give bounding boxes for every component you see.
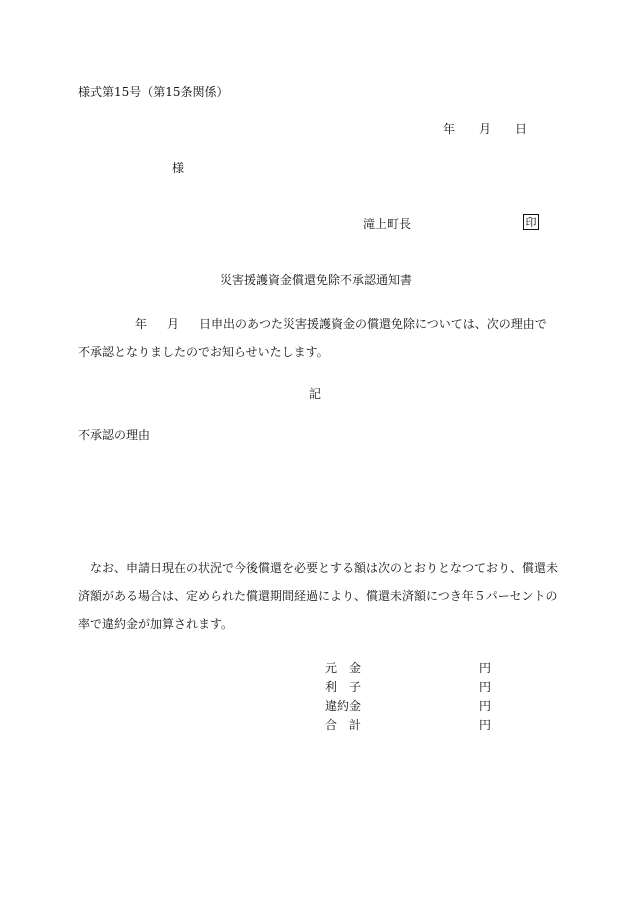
date-month: 月 <box>479 122 492 136</box>
amount-label-principal: 元 金 <box>325 661 362 675</box>
body-line-2: 不承認となりましたのでお知らせいたします。 <box>78 345 329 359</box>
issuer-title: 滝上町長 <box>363 217 412 231</box>
seal-mark: 印 <box>523 214 539 230</box>
amount-label-interest: 利 子 <box>325 680 362 694</box>
amount-label-penalty: 違約金 <box>325 699 362 713</box>
amount-label-total: 合 計 <box>325 718 362 732</box>
body-line-1 <box>135 318 547 330</box>
amount-unit-total: 円 <box>479 718 492 732</box>
amount-unit-penalty: 円 <box>479 699 492 713</box>
date-day: 日 <box>515 122 528 136</box>
body-line1-rest: 日申出のあつた災害援護資金の償還免除については、次の理由で <box>199 317 547 331</box>
amount-unit-principal: 円 <box>479 661 492 675</box>
amount-unit-interest: 円 <box>479 680 492 694</box>
date-line <box>443 123 527 135</box>
note-line-2: 済額がある場合は、定められた償還期間経過により、償還未済額につき年５パーセントの <box>78 589 558 603</box>
ki-heading: 記 <box>309 387 322 401</box>
body-month: 月 <box>167 317 180 331</box>
document-title: 災害援護資金償還免除不承認通知書 <box>220 273 413 287</box>
reason-label: 不承認の理由 <box>78 428 151 442</box>
date-year: 年 <box>443 122 456 136</box>
form-number: 様式第15号（第15条関係） <box>78 85 229 99</box>
recipient-honorific: 様 <box>172 161 185 175</box>
body-year: 年 <box>135 317 148 331</box>
note-line-3: 率で違約金が加算されます。 <box>78 617 234 631</box>
note-line-1: なお、申請日現在の状況で今後償還を必要とする額は次のとおりとなつており、償還未 <box>90 561 559 575</box>
